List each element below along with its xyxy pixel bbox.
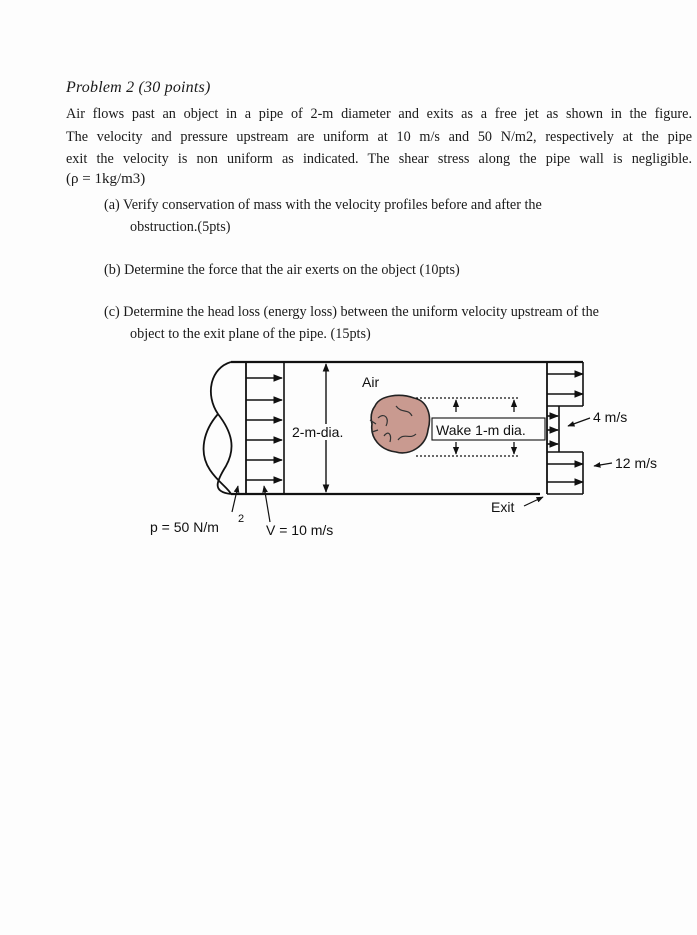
part-c-line-1: (c) Determine the head loss (energy loss) between the uniform velocity upstream of the bbox=[104, 304, 599, 320]
statement-line-1: Air flows past an object in a pipe of 2-m diameter and exits as a free jet as shown in the figure. bbox=[66, 106, 692, 122]
part-a-line-1: (a) Verify conservation of mass with the velocity profiles before and after the bbox=[104, 197, 542, 213]
object-blob bbox=[370, 395, 429, 452]
part-c-line-2: object to the exit plane of the pipe. (15pts) bbox=[130, 326, 371, 343]
statement-line-2: The velocity and pressure upstream are uniform at 10 m/s and 50 N/m2, respectively at the pipe bbox=[66, 128, 692, 145]
density-note: (ρ = 1kg/m3) bbox=[66, 171, 146, 187]
exit-velocity-inner-label: 4 m/s bbox=[593, 409, 628, 425]
pressure-exponent: 2 bbox=[238, 513, 245, 525]
air-label: Air bbox=[362, 374, 380, 390]
part-b-line-1: (b) Determine the force that the air exerts on the object (10pts) bbox=[104, 262, 460, 278]
problem-title: Problem 2 (30 points) bbox=[66, 79, 211, 96]
wake-label: Wake 1-m dia. bbox=[436, 422, 526, 438]
inlet-velocity-profile bbox=[246, 362, 284, 494]
velocity-label: V = 10 m/s bbox=[266, 522, 334, 538]
statement-line-3: exit the velocity is non uniform as indicated. The shear stress along the pipe wall is negligible. bbox=[66, 151, 692, 168]
exit-velocity-profile bbox=[547, 362, 583, 494]
pipe-cutaway-end bbox=[204, 362, 232, 494]
part-a-line-2: obstruction.(5pts) bbox=[130, 219, 231, 236]
exit-velocity-outer-label: 12 m/s bbox=[615, 455, 658, 471]
exit-label: Exit bbox=[491, 499, 515, 515]
pressure-label: p = 50 N/m bbox=[150, 519, 219, 535]
diameter-label: 2-m-dia. bbox=[292, 424, 344, 440]
